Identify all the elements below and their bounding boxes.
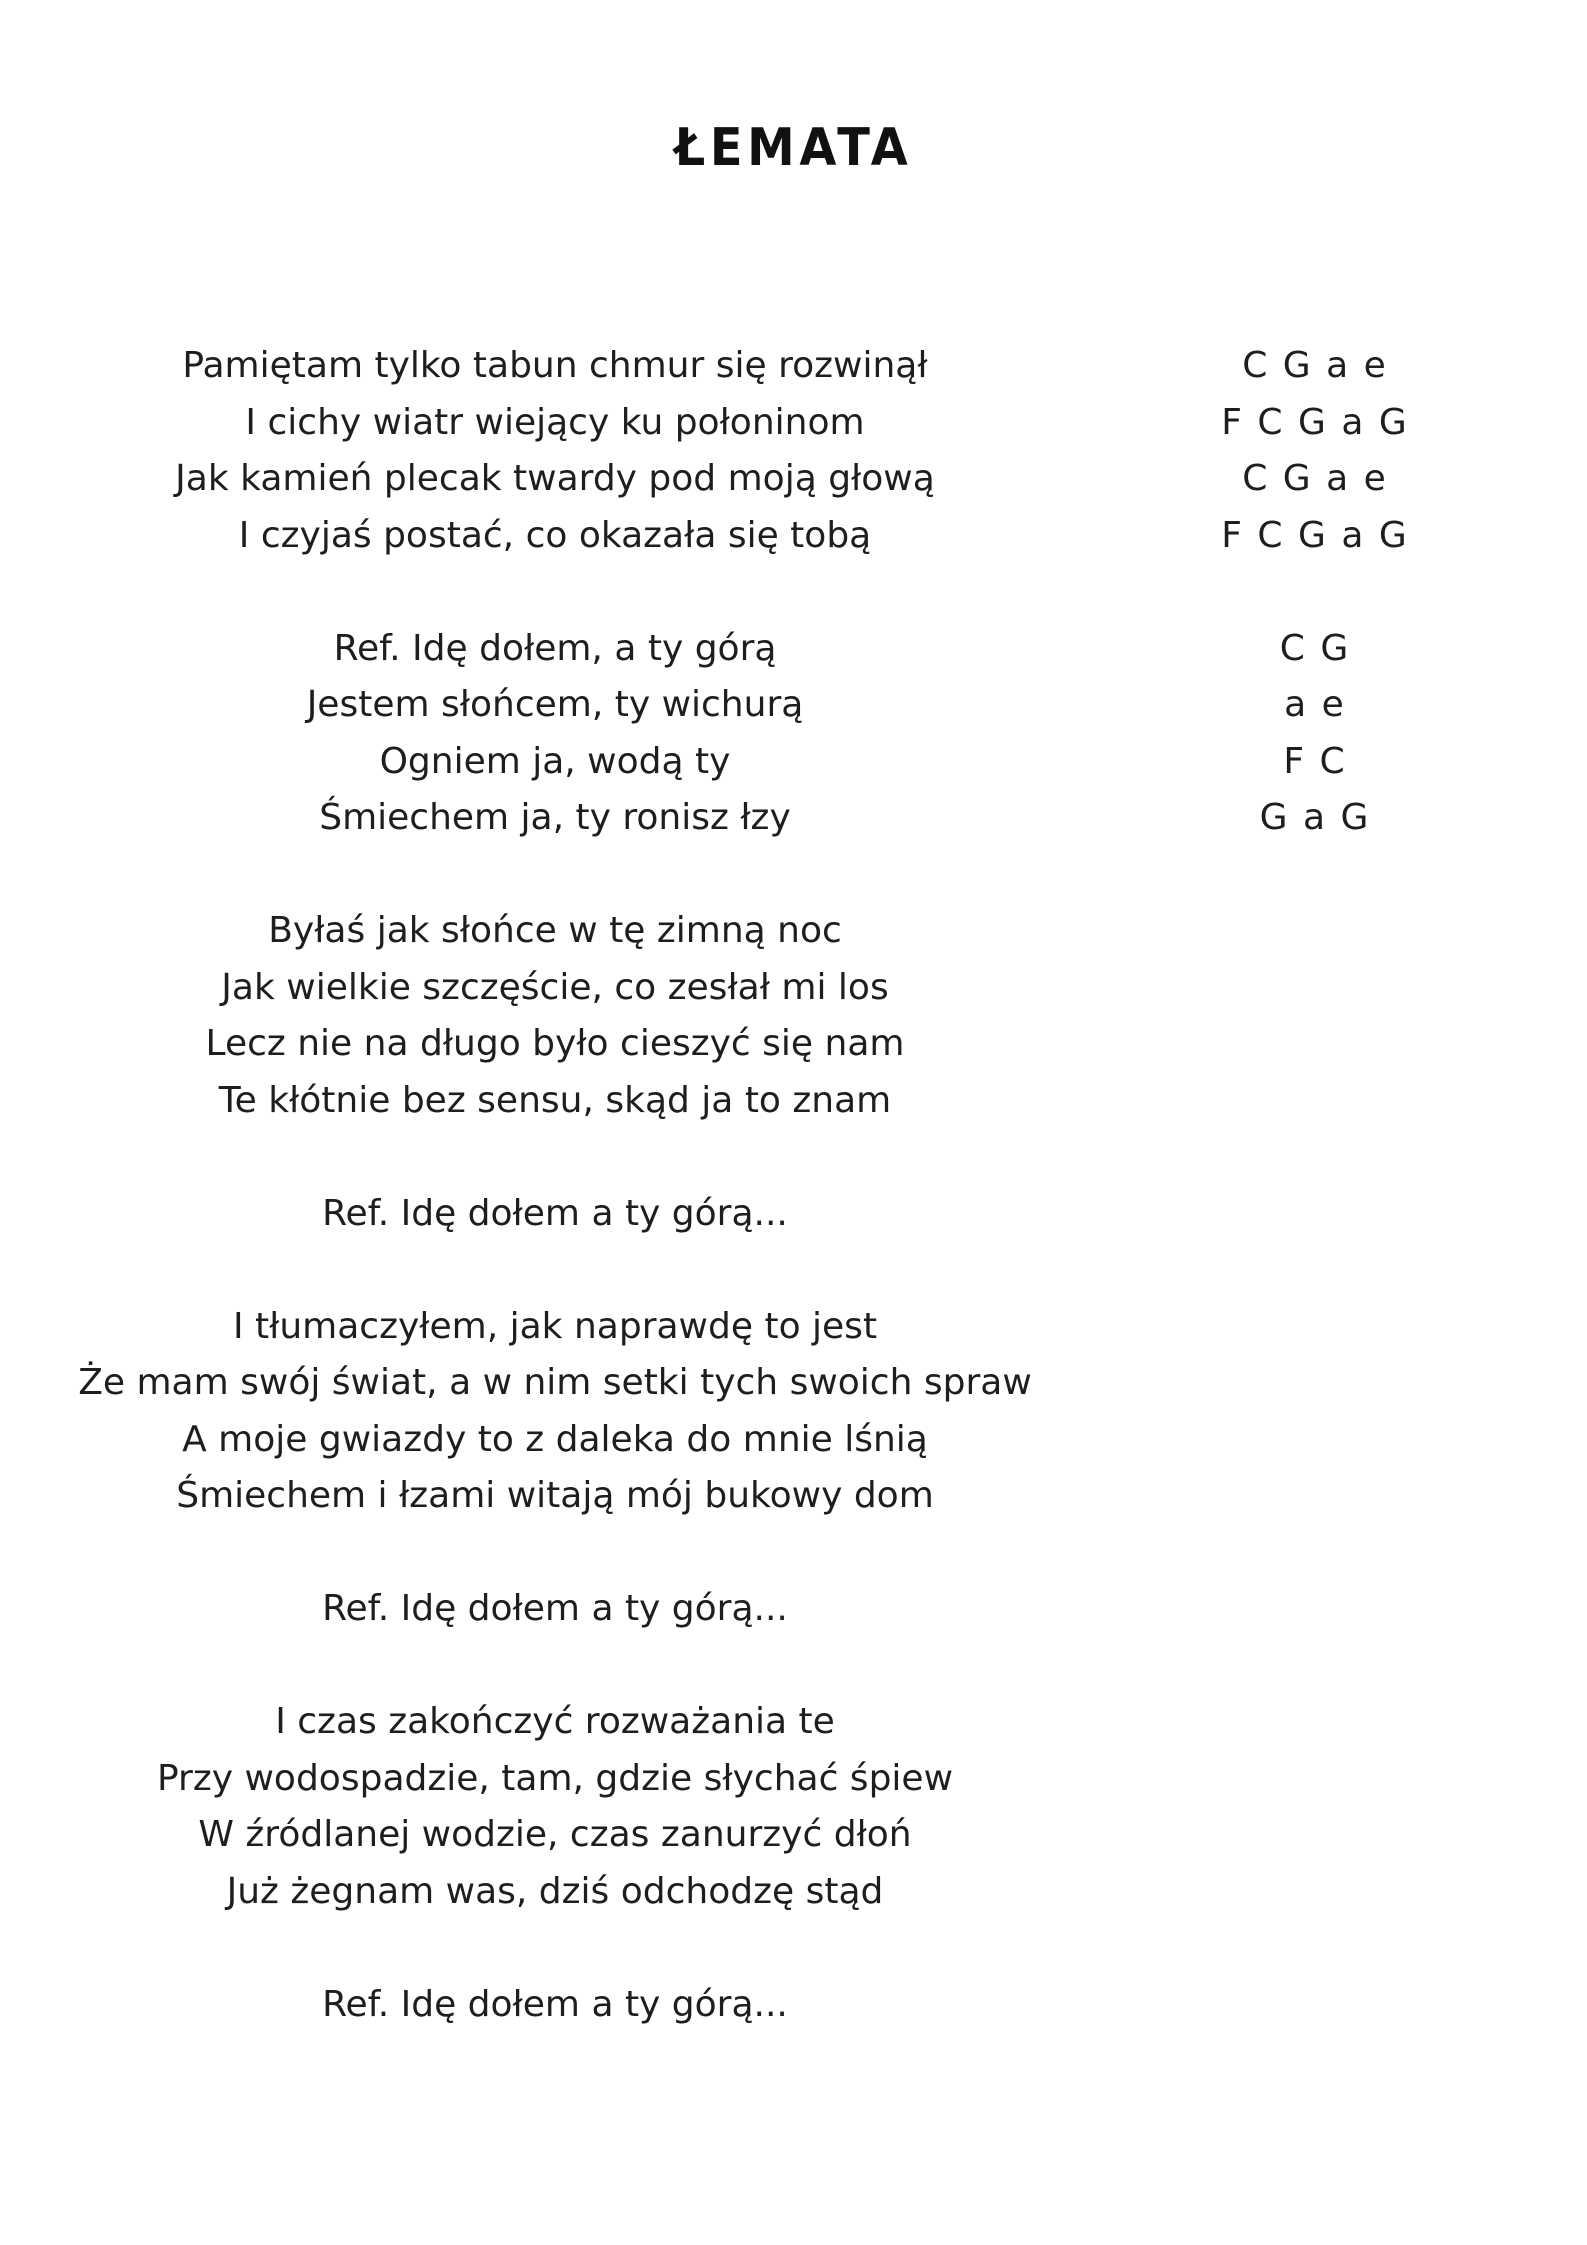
chords-refrain: [1110, 621, 1520, 847]
stanza-5: [0, 1694, 1110, 1920]
stanza-gap: [0, 1129, 1110, 1186]
lyric-line: Śmiechem ja, ty ronisz łzy: [319, 797, 791, 838]
refrain-ref-1: [0, 1186, 1110, 1243]
lyric-line: Ogniem ja, wodą ty: [379, 740, 731, 782]
lyric-line: Że mam swój świat, a w nim setki tych swoich spraw: [78, 1362, 1032, 1403]
refrain-ref-3: [0, 1977, 1110, 2034]
lyric-line: Byłaś jak słońce w tę zimną noc: [268, 910, 842, 951]
lyric-line: Ref. Idę dołem a ty górą...: [322, 1588, 788, 1629]
lyric-line: Śmiechem i łzami witają mój bukowy dom: [176, 1475, 934, 1516]
stanza-gap: [0, 847, 1110, 904]
lyric-line: I czas zakończyć rozważania te: [275, 1701, 835, 1742]
lyric-line: Lecz nie na długo było cieszyć się nam: [205, 1023, 905, 1064]
lyric-line: Te kłótnie bez sensu, skąd ja to znam: [218, 1079, 892, 1121]
chord-line: C G a e: [1242, 345, 1388, 386]
lyric-line: A moje gwiazdy to z daleka do mnie lśnią: [182, 1418, 928, 1460]
lyrics-column: [0, 338, 1110, 2033]
stanza-gap: [0, 1920, 1110, 1977]
chords-stanza-1: [1110, 338, 1520, 564]
stanza-1: [0, 338, 1110, 564]
lyric-line: Ref. Idę dołem a ty górą...: [322, 1192, 788, 1234]
chord-line: F C G a G: [1221, 514, 1409, 556]
refrain-ref-2: [0, 1581, 1110, 1638]
lyric-line: I tłumaczyłem, jak naprawdę to jest: [232, 1305, 878, 1347]
lyric-line: Jak wielkie szczęście, co zesłał mi los: [221, 966, 889, 1008]
chord-line: C G a e: [1242, 458, 1388, 499]
lyric-line: Już żegnam was, dziś odchodzę stąd: [226, 1870, 884, 1912]
chord-line: F C: [1283, 740, 1347, 782]
stanza-3: [0, 903, 1110, 1129]
chord-line: G a G: [1259, 797, 1371, 838]
stanza-4: [0, 1299, 1110, 1525]
song-title: ŁEMATA: [674, 118, 913, 178]
lyric-line: I czyjaś postać, co okazała się tobą: [238, 514, 872, 556]
lyric-line: Ref. Idę dołem a ty górą...: [322, 1983, 788, 2025]
lyric-line: Ref. Idę dołem, a ty górą: [333, 627, 777, 669]
stanza-gap: [0, 564, 1110, 621]
lyric-line: W źródlanej wodzie, czas zanurzyć dłoń: [198, 1814, 912, 1855]
lyric-line: Jak kamień plecak twardy pod moją głową: [175, 458, 935, 499]
stanza-gap: [0, 1638, 1110, 1695]
lyric-line: Pamiętam tylko tabun chmur się rozwinął: [182, 345, 928, 386]
chord-line: a e: [1284, 684, 1346, 725]
chord-line: F C G a G: [1221, 401, 1409, 443]
chord-line: C G: [1279, 627, 1351, 669]
stanza-2-refrain: [0, 621, 1110, 847]
lyric-line: Przy wodospadzie, tam, gdzie słychać śpiew: [156, 1757, 954, 1799]
chords-column: [1110, 338, 1520, 847]
chord-gap: [1110, 564, 1520, 621]
stanza-gap: [0, 1525, 1110, 1582]
lyric-line: Jestem słońcem, ty wichurą: [306, 684, 804, 725]
lyric-line: I cichy wiatr wiejący ku połoninom: [245, 401, 865, 443]
stanza-gap: [0, 1242, 1110, 1299]
